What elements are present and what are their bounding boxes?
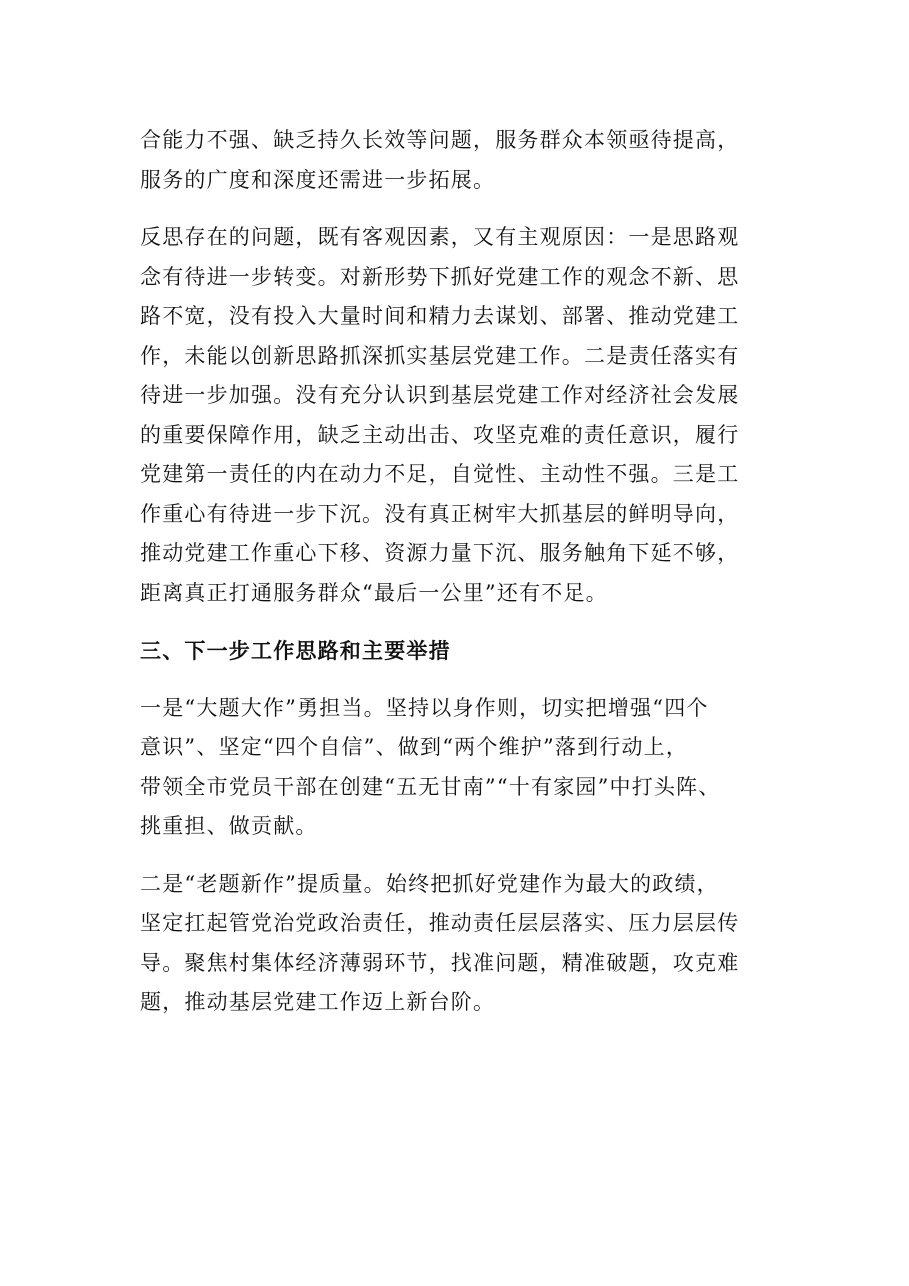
text-line: 作，未能以创新思路抓深抓实基层党建工作。二是责任落实有	[140, 343, 740, 368]
text-line: 距离真正打通服务群众“最后一公里”还有不足。	[140, 580, 608, 605]
text-line: 作重心有待进一步下沉。没有真正树牢大抓基层的鲜明导向，	[140, 501, 740, 526]
text-line: 题，推动基层党建工作迈上新台阶。	[140, 990, 496, 1014]
text-line: 挑重担、做贡献。	[140, 814, 318, 838]
section-heading: 三、下一步工作思路和主要举措	[140, 638, 451, 663]
text-line: 服务的广度和深度还需进一步拓展。	[140, 167, 496, 192]
text-line: 的重要保障作用，缺乏主动出击、攻坚克难的责任意识，履行	[140, 422, 740, 447]
text-line: 导。聚焦村集体经济薄弱环节，找准问题，精准破题，攻克难	[140, 950, 740, 975]
paragraph-problems-continued	[140, 121, 780, 200]
document-body	[140, 121, 780, 1041]
text-line: 反思存在的问题，既有客观因素，又有主观原因：一是思路观	[140, 225, 740, 249]
text-line: 推动党建工作重心下移、资源力量下沉、服务触角下延不够，	[140, 541, 740, 565]
text-line: 路不宽，没有投入大量时间和精力去谋划、部署、推动党建工	[140, 304, 740, 328]
text-line: 念有待进一步转变。对新形势下抓好党建工作的观念不新、思	[140, 264, 740, 289]
text-line: 二是“老题新作”提质量。始终把抓好党建作为最大的政绩，	[140, 871, 719, 896]
text-line: 待进一步加强。没有充分认识到基层党建工作对经济社会发展	[140, 383, 740, 407]
text-line: 合能力不强、缺乏持久长效等问题，服务群众本领亟待提高，	[140, 128, 740, 152]
text-line: 党建第一责任的内在动力不足，自觉性、主动性不强。三是工	[140, 462, 740, 486]
paragraph-measure-one	[140, 689, 780, 847]
text-line: 意识”、坚定“四个自信”、做到“两个维护”落到行动上，	[140, 735, 689, 759]
text-line: 一是“大题大作”勇担当。坚持以身作则，切实把增强“四个	[140, 695, 709, 720]
text-line: 坚定扛起管党治党政治责任，推动责任层层落实、压力层层传	[140, 911, 740, 935]
paragraph-measure-two	[140, 865, 780, 1023]
paragraph-reflection	[140, 218, 780, 613]
text-line: 带领全市党员干部在创建“五无甘南”“十有家园”中打头阵、	[140, 774, 721, 799]
